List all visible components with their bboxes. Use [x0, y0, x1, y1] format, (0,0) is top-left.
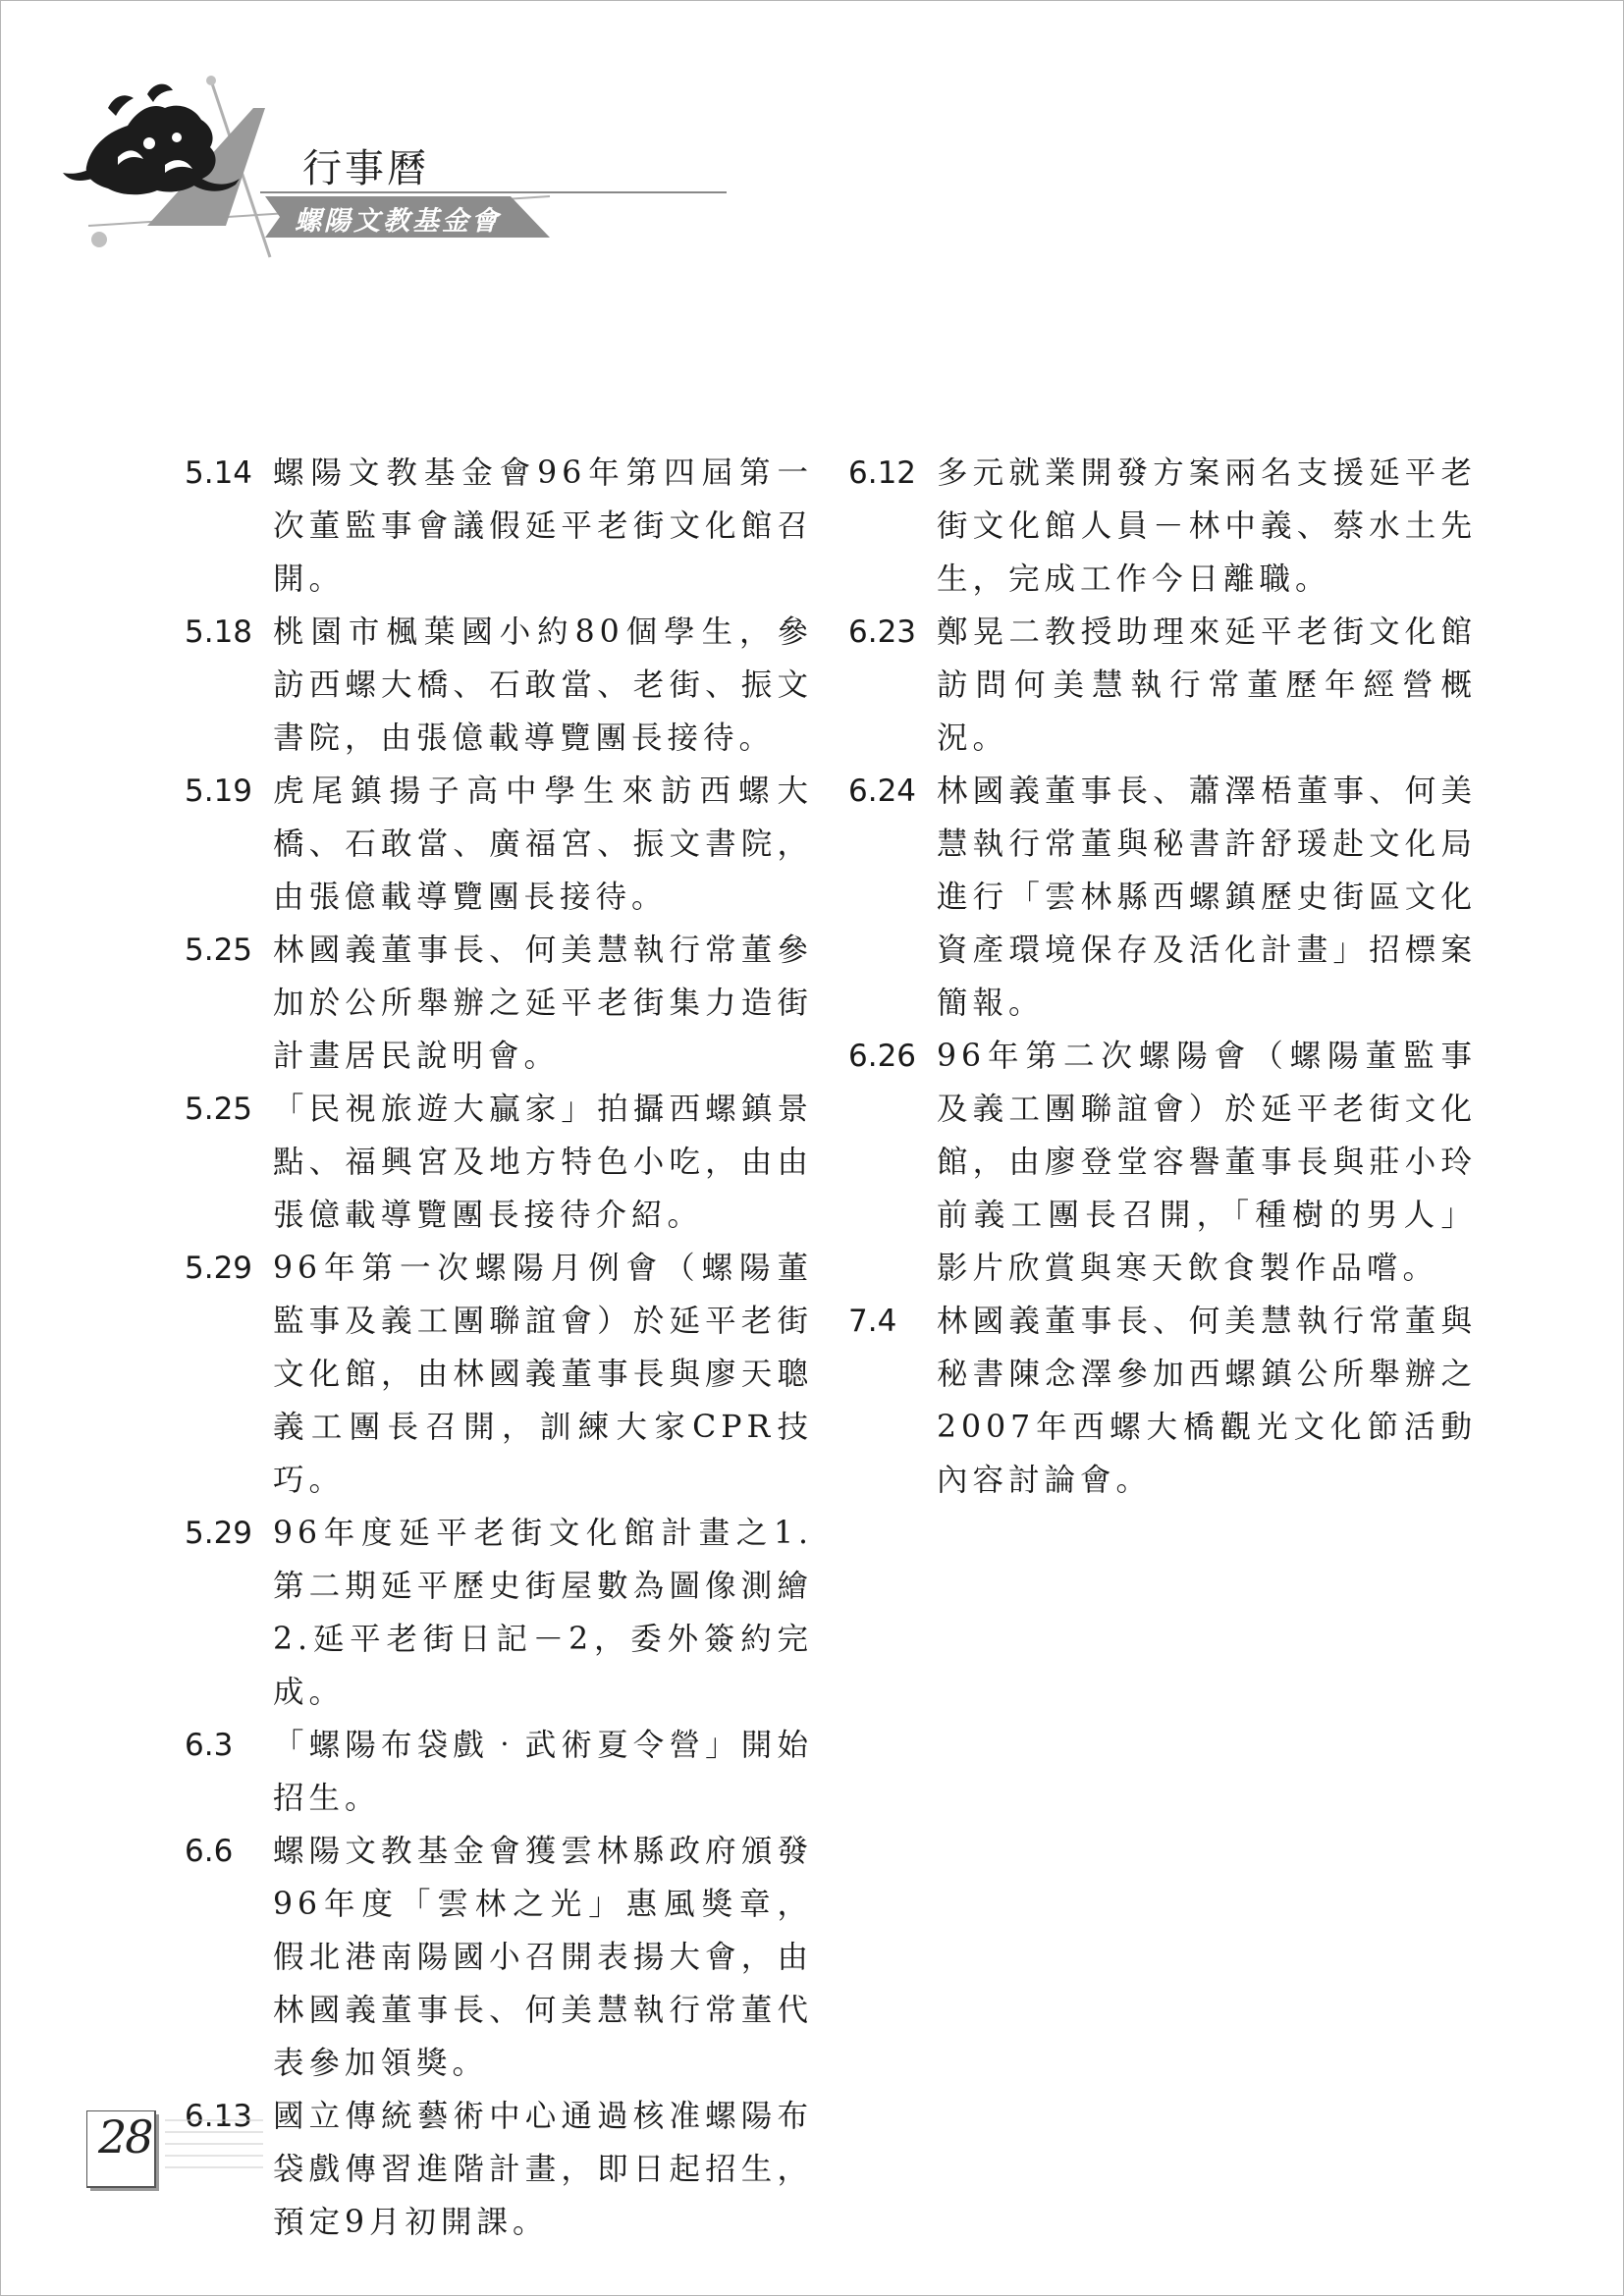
entry-text: 「螺陽布袋戲‧武術夏令營」開始招生。: [273, 1728, 813, 1816]
right-column: [848, 447, 1477, 1507]
calendar-entry: [185, 765, 813, 924]
entry-text: 鄭晃二教授助理來延平老街文化館訪問何美慧執行常董歷年經營概況。: [937, 614, 1477, 756]
entry-text: 林國義董事長、何美慧執行常董與秘書陳念澤參加西螺鎮公所舉辦之2007年西螺大橋觀光文化節活動內容討論會。: [937, 1304, 1477, 1498]
entry-date: 5.29: [185, 1251, 253, 1286]
calendar-entry: [848, 447, 1477, 606]
calendar-entry: [185, 1719, 813, 1825]
calendar-entry: [848, 606, 1477, 765]
entry-text: 「民視旅遊大贏家」拍攝西螺鎮景點、福興宮及地方特色小吃，由由張億載導覽團長接待介紹。: [273, 1092, 813, 1233]
entry-text: 螺陽文教基金會獲雲林縣政府頒發96年度「雲林之光」惠風獎章，假北港南陽國小召開表揚大會，由林國義董事長、何美慧執行常董代表參加領獎。: [273, 1834, 813, 2081]
entry-text: 96年第一次螺陽月例會（螺陽董監事及義工團聯誼會）於延平老街文化館，由林國義董事長與廖天聰義工團長召開，訓練大家CPR技巧。: [273, 1251, 813, 1498]
calendar-entry: [185, 1507, 813, 1719]
calendar-entry: [185, 1242, 813, 1507]
calendar-entry: [848, 1030, 1477, 1295]
page-section-title: 行事曆: [302, 146, 429, 191]
foundation-logo-text: 螺陽文教基金會: [295, 206, 501, 237]
entry-date: 5.25: [185, 1092, 253, 1127]
entry-date: 6.6: [185, 1834, 234, 1869]
entry-text: 多元就業開發方案兩名支援延平老街文化館人員－林中義、蔡水土先生，完成工作今日離職。: [937, 455, 1477, 597]
calendar-entry: [185, 1825, 813, 2090]
entry-date: 6.12: [848, 455, 917, 491]
entry-date: 5.14: [185, 455, 253, 491]
entry-date: 6.23: [848, 614, 917, 650]
entry-text: 虎尾鎮揚子高中學生來訪西螺大橋、石敢當、廣福宮、振文書院，由張億載導覽團長接待。: [273, 774, 813, 915]
left-column: [185, 447, 813, 2249]
calendar-entry: [185, 447, 813, 606]
entry-date: 6.3: [185, 1728, 234, 1763]
page-header: [0, 0, 785, 275]
entry-text: 桃園市楓葉國小約80個學生，參訪西螺大橋、石敢當、老街、振文書院，由張億載導覽團長接待。: [273, 614, 813, 756]
page-footer: [86, 2110, 283, 2209]
entry-text: 林國義董事長、蕭澤梧董事、何美慧執行常董與秘書許舒瑗赴文化局進行「雲林縣西螺鎮歷史街區文化資產環境保存及活化計畫」招標案簡報。: [937, 774, 1477, 1021]
entry-date: 5.19: [185, 774, 253, 809]
entry-date: 6.13: [185, 2099, 253, 2134]
entry-text: 國立傳統藝術中心通過核准螺陽布袋戲傳習進階計畫，即日起招生，預定9月初開課。: [273, 2099, 813, 2240]
entry-date: 5.29: [185, 1516, 253, 1551]
entry-text: 螺陽文教基金會96年第四屆第一次董監事會議假延平老街文化館召開。: [273, 455, 813, 597]
entry-date: 5.18: [185, 614, 253, 650]
entry-text: 林國義董事長、何美慧執行常董參加於公所舉辦之延平老街集力造街計畫居民說明會。: [273, 933, 813, 1074]
entry-text: 96年度延平老街文化館計畫之1.第二期延平歷史街屋數為圖像測繪2.延平老街日記－2，委外簽約完成。: [273, 1516, 813, 1710]
calendar-entry: [185, 606, 813, 765]
calendar-entry: [185, 924, 813, 1083]
calendar-entry: [848, 765, 1477, 1030]
entry-text: 96年第二次螺陽會（螺陽董監事及義工團聯誼會）於延平老街文化館，由廖登堂容譽董事長與莊小玲前義工團長召開，「種樹的男人」影片欣賞與寒天飲食製作品嚐。: [937, 1039, 1477, 1286]
calendar-entry: [185, 1083, 813, 1242]
entry-date: 7.4: [848, 1304, 897, 1339]
calendar-entry: [848, 1295, 1477, 1507]
entry-date: 6.26: [848, 1039, 917, 1074]
entry-date: 5.25: [185, 933, 253, 968]
entry-date: 6.24: [848, 774, 917, 809]
page-number: 28: [98, 2110, 152, 2163]
